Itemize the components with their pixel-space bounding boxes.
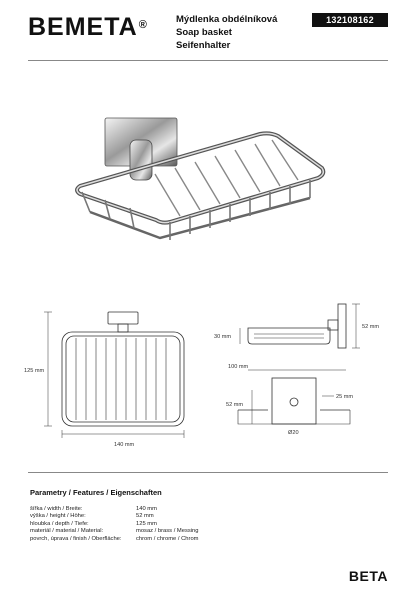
title-en: Soap basket bbox=[176, 27, 232, 38]
dim-front-height: 125 mm bbox=[24, 368, 45, 374]
feature-value: 140 mm bbox=[136, 506, 157, 512]
dim-depth: 100 mm bbox=[228, 364, 249, 370]
title-de: Seifenhalter bbox=[176, 40, 231, 51]
title-cz: Mýdlenka obdélníková bbox=[176, 14, 278, 25]
feature-label: povrch, úprava / finish / Oberfläche: bbox=[30, 535, 122, 542]
features-title: Parametry / Features / Eigenschaften bbox=[30, 488, 162, 497]
features-divider bbox=[28, 472, 388, 473]
feature-value: chrom / chrome / Chrom bbox=[136, 535, 199, 542]
product-code: 132108162 bbox=[312, 13, 388, 27]
feature-label: výška / height / Höhe: bbox=[30, 513, 86, 520]
dim-back-small: Ø20 bbox=[288, 430, 299, 436]
technical-drawings bbox=[0, 290, 414, 460]
page-header bbox=[0, 0, 414, 58]
product-photo bbox=[60, 112, 350, 262]
feature-row bbox=[30, 528, 390, 535]
dim-front-width: 140 mm bbox=[114, 442, 135, 448]
registered-mark: ® bbox=[138, 19, 148, 31]
dim-back-height: 52 mm bbox=[226, 402, 244, 408]
header-divider bbox=[28, 60, 388, 61]
feature-value: 125 mm bbox=[136, 520, 157, 527]
feature-row bbox=[30, 506, 390, 513]
feature-label: šířka / width / Breite: bbox=[30, 506, 83, 512]
brand-logo bbox=[28, 12, 147, 42]
feature-row bbox=[30, 536, 390, 543]
feature-label: materiál / material / Material: bbox=[30, 528, 104, 535]
feature-row bbox=[30, 521, 390, 528]
series-name: BETA bbox=[348, 568, 388, 584]
features-section bbox=[30, 488, 390, 543]
feature-value: 52 mm bbox=[136, 513, 154, 520]
product-titles bbox=[176, 13, 277, 52]
brand-name: BEMETA bbox=[28, 13, 138, 41]
feature-label: hloubka / depth / Tiefe: bbox=[30, 520, 89, 527]
dim-side-height: 52 mm bbox=[362, 324, 380, 330]
feature-value: mosaz / brass / Messing bbox=[136, 528, 199, 535]
dim-back-plate: 25 mm bbox=[336, 394, 354, 400]
dim-side-depth: 30 mm bbox=[214, 334, 232, 340]
feature-row bbox=[30, 513, 390, 520]
